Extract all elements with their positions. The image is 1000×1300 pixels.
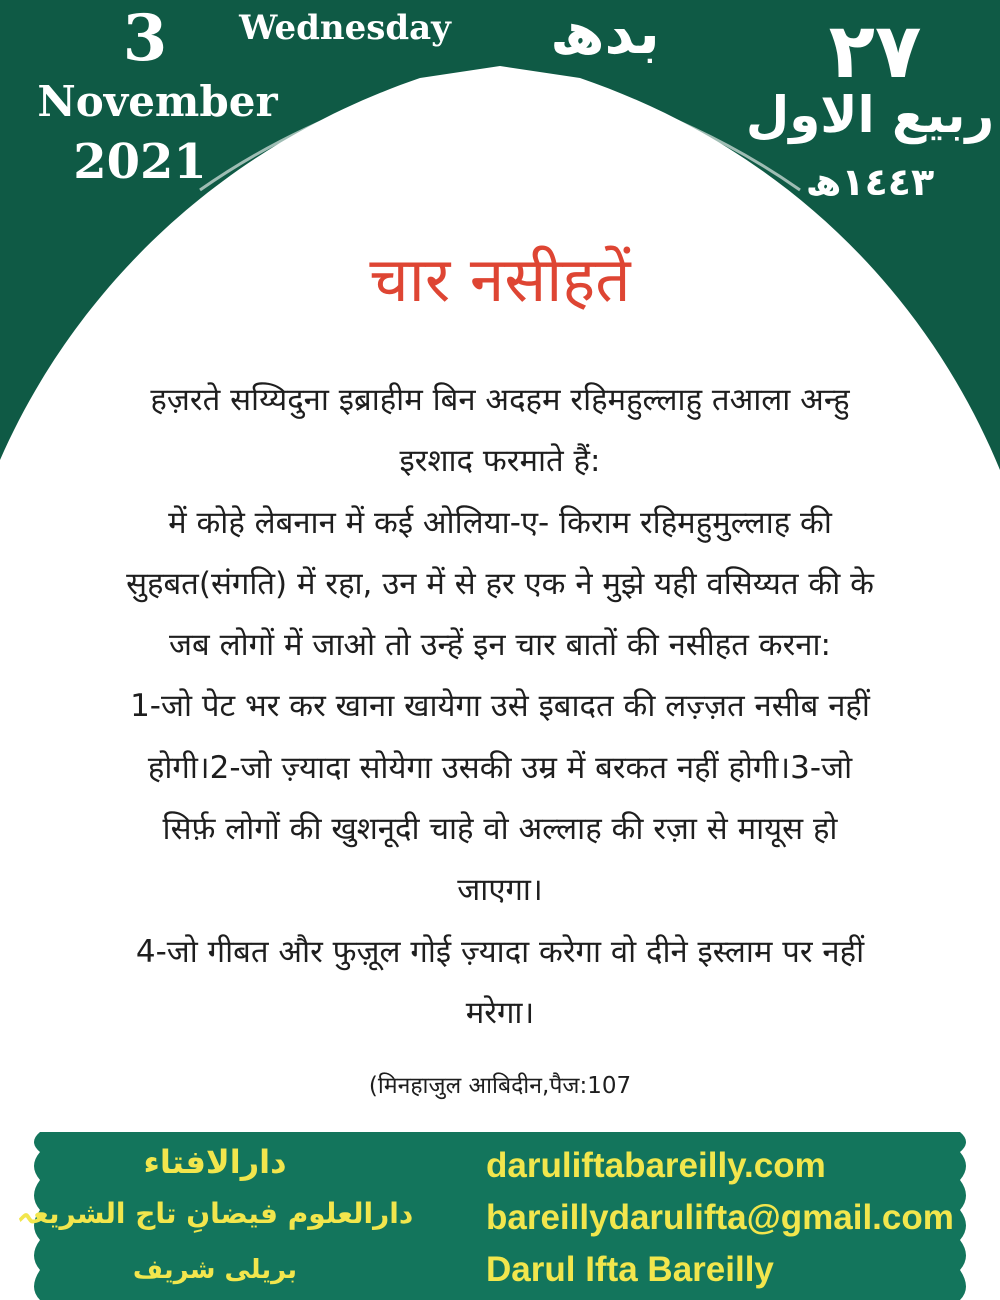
- page-title: चार नसीहतें: [369, 243, 631, 316]
- text-line: सुहबत(संगति) में रहा, उन में से हर एक ने मुझे यही वसिय्यत की के: [126, 565, 874, 602]
- islamic-weekday: بدھ: [550, 0, 660, 67]
- organization-name: Darul Ifta Bareilly: [486, 1250, 774, 1289]
- text-line: जाएगा।: [457, 872, 543, 909]
- text-line: सिर्फ़ लोगों की खुशनूदी चाहे वो अल्लाह की रज़ा से मायूस हो: [162, 811, 838, 848]
- gregorian-day: 3: [122, 1, 168, 76]
- email-link[interactable]: bareillydarulifta@gmail.com: [486, 1198, 954, 1237]
- website-link[interactable]: daruliftabareilly.com: [486, 1146, 826, 1185]
- gregorian-weekday: Wednesday: [239, 8, 451, 48]
- reference-citation: (मिनहाजुल आबिदीन,पैज:107: [368, 1073, 632, 1099]
- text-line: जब लोगों में जाओ तो उन्हें इन चार बातों की नसीहत करना:: [169, 627, 831, 664]
- islamic-month: ربیع الاول: [745, 86, 995, 144]
- text-line: मरेगा।: [465, 994, 535, 1031]
- text-line: में कोहे लेबनान में कई ओलिया-ए- किराम रहिमहुमुल्लाह की: [168, 504, 832, 541]
- footer-urdu-line-2: دارالعلوم فیضانِ تاج الشریعہ: [16, 1197, 414, 1230]
- advice-text: [40, 370, 960, 1044]
- gregorian-year: 2021: [73, 134, 207, 190]
- text-line: हज़रते सय्यिदुना इब्राहीम बिन अदहम रहिमहुल्लाहु तआला अन्हु: [150, 382, 850, 418]
- text-line: 1-जो पेट भर कर खाना खायेगा उसे इबादत की लज़्ज़त नसीब नहीं: [130, 688, 870, 725]
- footer-urdu-line-3: بریلی شریف: [132, 1255, 298, 1285]
- text-line: 4-जो गीबत और फुज़ूल गोई ज़्यादा करेगा वो दीने इस्लाम पर नहीं: [135, 933, 865, 970]
- gregorian-month: November: [37, 77, 278, 126]
- islamic-year: ١٤٤٣ھ: [805, 160, 935, 204]
- text-line: होगी।2-जो ज़्यादा सोयेगा उसकी उम्र में बरकत नहीं होगी।3-जो: [147, 749, 853, 786]
- islamic-day: ٢٧: [828, 6, 922, 95]
- text-line: इरशाद फरमाते हैं:: [399, 443, 601, 480]
- footer-urdu-line-1: دارالافتاء: [143, 1143, 287, 1181]
